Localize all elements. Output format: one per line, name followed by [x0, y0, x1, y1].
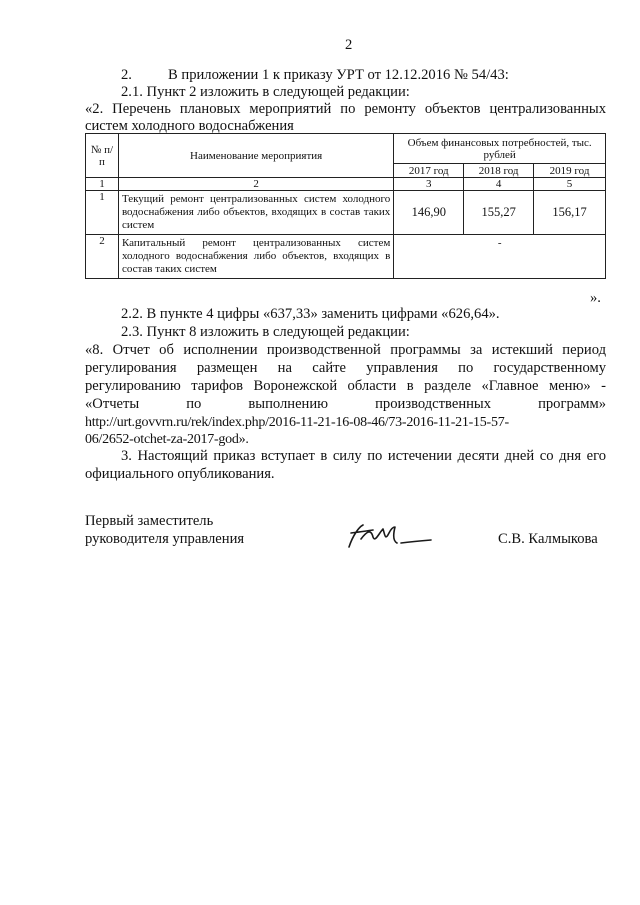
row-value-2017: 146,90 — [394, 191, 464, 235]
col-number-1: 1 — [86, 178, 119, 191]
header-name: Наименование мероприятия — [118, 134, 393, 178]
header-number: № п/п — [86, 134, 119, 178]
signatory-name: С.В. Калмыкова — [498, 531, 598, 547]
row-value-2019: 156,17 — [534, 191, 606, 235]
col-number-4: 4 — [464, 178, 534, 191]
header-year-2019: 2019 год — [534, 164, 606, 178]
col-number-5: 5 — [534, 178, 606, 191]
handwritten-signature — [345, 521, 435, 553]
table-row — [86, 191, 606, 235]
plan-table — [85, 133, 606, 279]
col-number-2: 2 — [118, 178, 393, 191]
quote-2-line-1: «2. Перечень плановых мероприятий по ремонту объектов централизованных — [85, 101, 606, 117]
row-name: Текущий ремонт централизованных систем холодного водоснабжения либо объектов, входящих в состав таких систем — [118, 191, 393, 235]
table-row — [86, 235, 606, 279]
item-2-text: В приложении 1 к приказу УРТ от 12.12.2016 № 54/43: — [168, 67, 509, 83]
signatory-position-line-2: руководителя управления — [85, 531, 245, 547]
paragraph-8-line-1: «8. Отчет об исполнении производственной программы за истекший период — [85, 342, 606, 358]
header-year-2018: 2018 год — [464, 164, 534, 178]
header-year-2017: 2017 год — [394, 164, 464, 178]
paragraph-8-url-line-2: 06/2652-otchet-za-2017-god». — [85, 432, 249, 447]
paragraph-2-3: 2.3. Пункт 8 изложить в следующей редакции: — [121, 324, 410, 340]
paragraph-3-line-2: официального опубликования. — [85, 466, 275, 482]
row-value-dash: - — [394, 235, 606, 279]
paragraph-8-line-3: регулированию тарифов Воронежской области в разделе «Главное меню» - — [85, 378, 606, 394]
paragraph-3-line-1: 3. Настоящий приказ вступает в силу по истечении десяти дней со дня его — [121, 448, 606, 464]
header-financing: Объем финансовых потребностей, тыс. рублей — [394, 134, 606, 164]
row-value-2018: 155,27 — [464, 191, 534, 235]
paragraph-2-2: 2.2. В пункте 4 цифры «637,33» заменить цифрами «626,64». — [121, 306, 500, 322]
quote-close-mark: ». — [590, 290, 601, 306]
paragraph-8-url-line-1: http://urt.govvrn.ru/rek/index.php/2016-11-21-16-08-46/73-2016-11-21-15-57- — [85, 415, 509, 430]
page-number: 2 — [345, 37, 353, 53]
item-2-number: 2. — [121, 67, 132, 83]
col-number-3: 3 — [394, 178, 464, 191]
row-number: 1 — [86, 191, 119, 235]
row-name: Капитальный ремонт централизованных систем холодного водоснабжения либо объектов, входящих в состав таких систем — [118, 235, 393, 279]
row-number: 2 — [86, 235, 119, 279]
paragraph-8-line-4: «Отчеты по выполнению производственных программ» — [85, 396, 606, 412]
paragraph-2-1: 2.1. Пункт 2 изложить в следующей редакции: — [121, 84, 410, 100]
paragraph-8-line-2: регулирования размещен на сайте управления по государственному — [85, 360, 606, 376]
signatory-position-line-1: Первый заместитель — [85, 513, 214, 529]
quote-2-line-2: систем холодного водоснабжения — [85, 118, 294, 134]
